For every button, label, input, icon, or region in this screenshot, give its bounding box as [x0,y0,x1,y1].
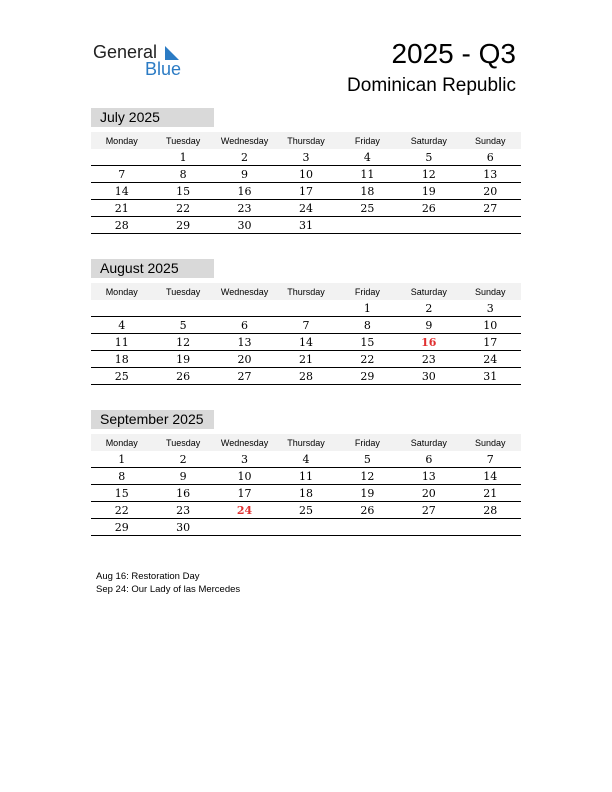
day-cell: 11 [91,334,152,351]
day-cell [275,300,336,317]
calendar-table [91,132,521,234]
day-cell: 18 [337,183,398,200]
day-cell: 15 [91,485,152,502]
weekday-header: Wednesday [214,434,275,451]
weekday-header: Tuesday [152,434,213,451]
day-cell: 2 [398,300,459,317]
day-cell: 14 [91,183,152,200]
day-cell [460,519,521,536]
day-cell: 14 [275,334,336,351]
day-cell: 11 [337,166,398,183]
day-cell: 31 [460,368,521,385]
day-cell: 10 [460,317,521,334]
day-cell: 24 [275,200,336,217]
month-block-september [91,410,521,536]
week-row [91,351,521,368]
holiday-note: Aug 16: Restoration Day [96,571,200,582]
day-cell: 18 [275,485,336,502]
day-cell [398,519,459,536]
day-cell: 30 [398,368,459,385]
day-cell: 3 [275,149,336,166]
weekday-header: Saturday [398,132,459,149]
calendar-table [91,283,521,385]
day-cell: 26 [398,200,459,217]
day-cell: 3 [214,451,275,468]
week-row [91,183,521,200]
day-cell: 6 [398,451,459,468]
week-row [91,149,521,166]
day-cell: 6 [214,317,275,334]
day-cell: 15 [152,183,213,200]
day-cell: 4 [275,451,336,468]
day-cell: 24 [214,502,275,519]
day-cell [91,149,152,166]
month-block-july [91,108,521,234]
day-cell: 7 [91,166,152,183]
weekday-header: Sunday [460,434,521,451]
day-cell [91,300,152,317]
day-cell: 7 [460,451,521,468]
week-row [91,200,521,217]
day-cell: 29 [152,217,213,234]
day-cell: 26 [337,502,398,519]
holiday-note: Sep 24: Our Lady of las Mercedes [96,584,241,595]
month-block-august [91,259,521,385]
day-cell: 16 [152,485,213,502]
weekday-header: Sunday [460,283,521,300]
weekday-header: Monday [91,132,152,149]
day-cell: 19 [398,183,459,200]
day-cell: 9 [398,317,459,334]
day-cell: 2 [152,451,213,468]
day-cell: 13 [460,166,521,183]
week-row [91,502,521,519]
day-cell: 3 [460,300,521,317]
weekday-header: Wednesday [214,132,275,149]
logo-general-text: General [93,42,158,62]
week-row [91,217,521,234]
day-cell: 21 [275,351,336,368]
week-row [91,468,521,485]
day-cell: 9 [214,166,275,183]
weekday-header: Monday [91,283,152,300]
day-cell: 23 [152,502,213,519]
day-cell: 15 [337,334,398,351]
day-cell: 31 [275,217,336,234]
day-cell [152,300,213,317]
day-cell: 2 [214,149,275,166]
weekday-header: Friday [337,434,398,451]
weekday-header: Thursday [275,434,336,451]
day-cell: 19 [337,485,398,502]
logo-triangle-icon [161,46,179,60]
week-row [91,368,521,385]
day-cell: 30 [214,217,275,234]
country-name: Dominican Republic [347,75,516,96]
day-cell: 27 [398,502,459,519]
day-cell: 25 [275,502,336,519]
day-cell: 17 [460,334,521,351]
logo [93,42,193,78]
weekday-header: Tuesday [152,283,213,300]
day-cell: 23 [398,351,459,368]
week-row [91,166,521,183]
weekday-header: Saturday [398,283,459,300]
weekday-header: Tuesday [152,132,213,149]
day-cell: 25 [91,368,152,385]
month-label: July 2025 [91,108,214,127]
day-cell [398,217,459,234]
day-cell: 16 [398,334,459,351]
holiday-notes [96,570,240,596]
day-cell: 20 [398,485,459,502]
weekday-header: Friday [337,283,398,300]
day-cell: 4 [91,317,152,334]
day-cell: 8 [337,317,398,334]
day-cell: 20 [214,351,275,368]
weekday-header: Sunday [460,132,521,149]
day-cell [460,217,521,234]
day-cell: 5 [398,149,459,166]
day-cell: 20 [460,183,521,200]
day-cell: 21 [91,200,152,217]
week-row [91,334,521,351]
day-cell [337,217,398,234]
page-title: 2025 - Q3 [391,38,516,69]
logo-blue-text: Blue [145,59,182,79]
day-cell: 23 [214,200,275,217]
day-cell: 4 [337,149,398,166]
day-cell: 18 [91,351,152,368]
day-cell: 1 [91,451,152,468]
weekday-header: Thursday [275,132,336,149]
day-cell: 25 [337,200,398,217]
day-cell: 28 [460,502,521,519]
day-cell: 10 [275,166,336,183]
day-cell: 14 [460,468,521,485]
day-cell: 7 [275,317,336,334]
day-cell: 13 [398,468,459,485]
weekday-header: Saturday [398,434,459,451]
month-label: August 2025 [91,259,214,278]
day-cell: 12 [152,334,213,351]
week-row [91,300,521,317]
day-cell: 29 [337,368,398,385]
day-cell: 6 [460,149,521,166]
day-cell: 29 [91,519,152,536]
weekday-header: Friday [337,132,398,149]
day-cell [214,519,275,536]
month-label: September 2025 [91,410,214,429]
day-cell: 5 [337,451,398,468]
day-cell: 8 [152,166,213,183]
day-cell: 9 [152,468,213,485]
day-cell: 19 [152,351,213,368]
week-row [91,485,521,502]
day-cell: 22 [337,351,398,368]
day-cell: 8 [91,468,152,485]
day-cell: 12 [337,468,398,485]
week-row [91,451,521,468]
weekday-header: Wednesday [214,283,275,300]
day-cell: 21 [460,485,521,502]
weekday-header: Thursday [275,283,336,300]
day-cell: 13 [214,334,275,351]
day-cell: 28 [275,368,336,385]
day-cell [214,300,275,317]
calendar-table [91,434,521,536]
week-row [91,519,521,536]
day-cell: 26 [152,368,213,385]
week-row [91,317,521,334]
day-cell: 11 [275,468,336,485]
day-cell [275,519,336,536]
day-cell: 12 [398,166,459,183]
day-cell: 5 [152,317,213,334]
day-cell: 22 [152,200,213,217]
weekday-header: Monday [91,434,152,451]
day-cell: 17 [214,485,275,502]
day-cell: 27 [214,368,275,385]
day-cell: 1 [337,300,398,317]
day-cell: 28 [91,217,152,234]
day-cell: 24 [460,351,521,368]
day-cell: 10 [214,468,275,485]
day-cell: 30 [152,519,213,536]
day-cell: 27 [460,200,521,217]
day-cell [337,519,398,536]
day-cell: 17 [275,183,336,200]
day-cell: 22 [91,502,152,519]
day-cell: 1 [152,149,213,166]
day-cell: 16 [214,183,275,200]
